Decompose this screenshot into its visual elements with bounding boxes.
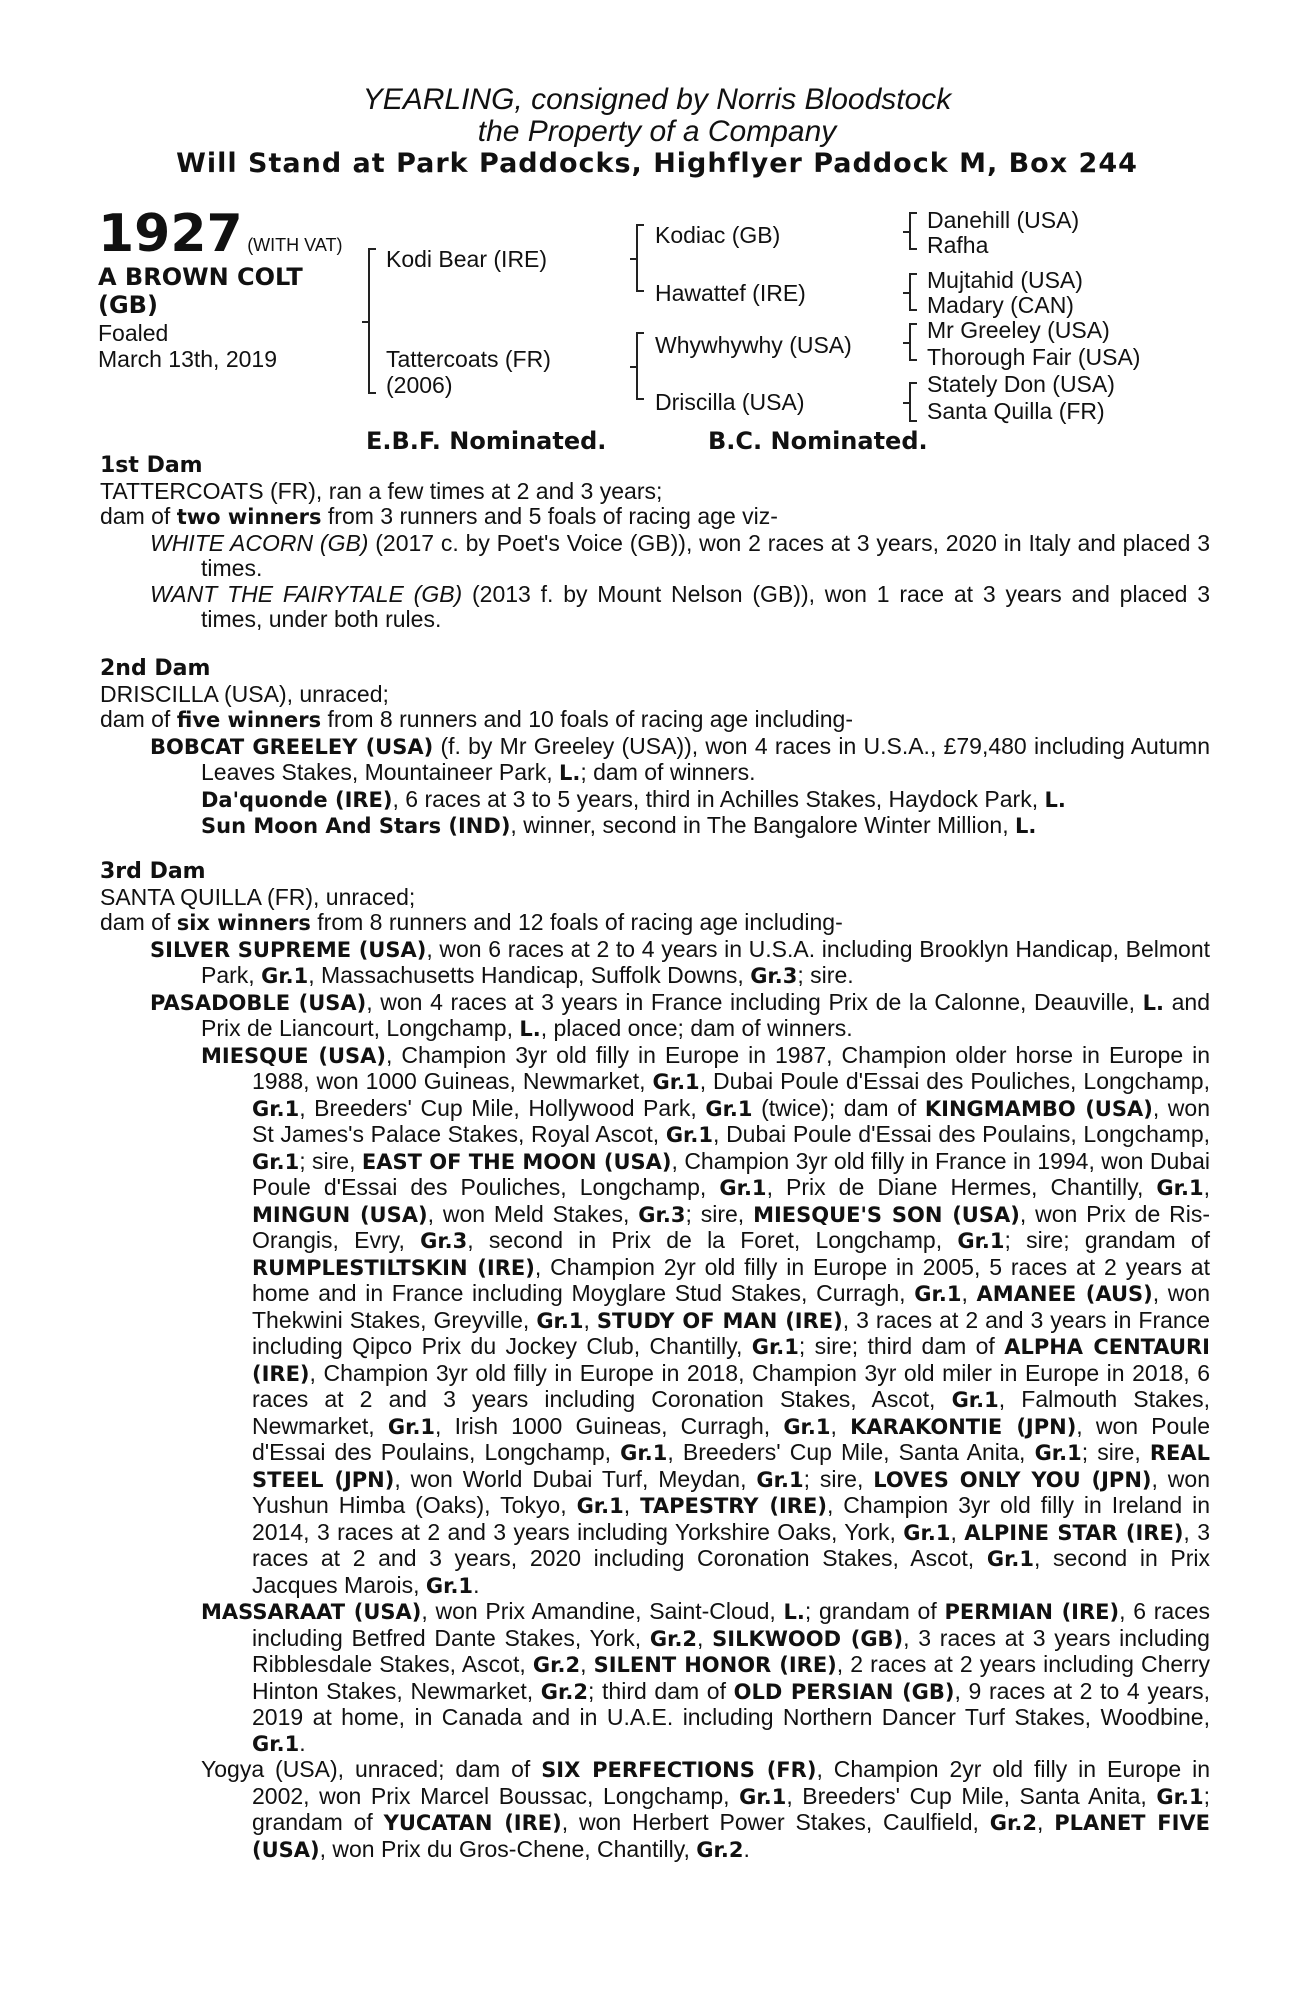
- second-dam-heading: 2nd Dam: [100, 656, 211, 681]
- first-dam-name: TATTERCOATS (FR), ran a few times at 2 and 3 years;: [100, 477, 663, 504]
- third-dam-section: [100, 858, 1210, 1863]
- second-dam-section: [100, 655, 1210, 840]
- property-line: the Property of a Company: [477, 115, 837, 148]
- colt-title: A BROWN COLT: [98, 263, 303, 291]
- second-dam-name: DRISCILLA (USA), unraced;: [100, 680, 389, 707]
- pedigree-dam-year: (2006): [386, 372, 453, 398]
- pedigree-dam-sire: Whywhywhy (USA): [655, 332, 852, 358]
- pedigree-ddd: Santa Quilla (FR): [927, 398, 1105, 424]
- first-dam-heading: 1st Dam: [100, 453, 203, 478]
- pedigree-dds: Stately Don (USA): [927, 371, 1115, 397]
- third-dam-foal-yogya: Yogya (USA), unraced; dam of SIX PERFECTIONS (FR), Champion 2yr old filly in Europe in 2002, won Prix Marcel Boussac, Longchamp, Gr.1, Breeders' Cup Mile, Santa Anita, Gr.1; grandam of YUCATAN (IRE), won Herbert Power Stakes, Caulfield, Gr.2, PLANET FIVE (USA), won Prix du Gros-Chene, Chantilly, Gr.2.: [201, 1756, 1210, 1862]
- stabling-line: Will Stand at Park Paddocks, Highflyer Paddock M, Box 244: [176, 148, 1138, 179]
- first-dam-foal-2: WANT THE FAIRYTALE (GB) (2013 f. by Mount Nelson (GB)), won 1 race at 3 years and placed 3 times, under both rules.: [150, 580, 1211, 632]
- consignor-line: YEARLING, consigned by Norris Bloodstock: [362, 83, 952, 116]
- second-dam-foal-1: BOBCAT GREELEY (USA) (f. by Mr Greeley (USA)), won 4 races in U.S.A., £79,480 including Autumn Leaves Stakes, Mountaineer Park, L.; dam of winners.: [150, 732, 1210, 785]
- pedigree-brace-gen1-tip: [362, 321, 370, 323]
- lot-heading: [98, 206, 343, 262]
- ebf-nomination: E.B.F. Nominated.: [366, 427, 607, 455]
- pedigree-brace-dam-tip: [630, 366, 638, 368]
- first-dam-record: dam of two winners from 3 runners and 5 foals of racing age viz-: [100, 503, 778, 529]
- pedigree-brace-4-tip: [903, 402, 911, 404]
- pedigree-brace-1-tip: [903, 231, 911, 233]
- first-dam-foal-1: WHITE ACORN (GB) (2017 c. by Poet's Voice (GB)), won 2 races at 3 years, 2020 in Italy and placed 3 times.: [150, 529, 1211, 581]
- pedigree-sire: Kodi Bear (IRE): [386, 246, 548, 272]
- third-dam-foal-pasadoble: PASADOBLE (USA), won 4 races at 3 years in France including Prix de la Calonne, Deauville, L. and Prix de Liancourt, Longchamp, L., placed once; dam of winners.: [150, 988, 1210, 1041]
- pedigree-sire-dam: Hawattef (IRE): [655, 280, 806, 306]
- first-dam-section: [100, 452, 1210, 633]
- pedigree-brace-2-tip: [903, 292, 911, 294]
- third-dam-foal-massaraat: MASSARAAT (USA), won Prix Amandine, Saint-Cloud, L.; grandam of PERMIAN (IRE), 6 races including Betfred Dante Stakes, York, Gr.2, SILKWOOD (GB), 3 races at 3 years including Ribblesdale Stakes, Ascot, Gr.2, SILENT HONOR (IRE), 2 races at 2 years including Cherry Hinton Stakes, Newmarket, Gr.2; third dam of OLD PERSIAN (GB), 9 races at 2 to 4 years, 2019 at home, in Canada and in U.A.E. including Northern Dancer Turf Stakes, Woodbine, Gr.1.: [201, 1598, 1211, 1756]
- pedigree-sdd: Madary (CAN): [927, 292, 1074, 318]
- foaled-date: March 13th, 2019: [98, 346, 278, 372]
- colt-origin: (GB): [98, 291, 158, 319]
- foaled-label: Foaled: [98, 320, 169, 346]
- second-dam-record: dam of five winners from 8 runners and 10 foals of racing age including-: [100, 706, 853, 732]
- pedigree-dam-dam: Driscilla (USA): [655, 389, 805, 415]
- pedigree-brace-3-tip: [903, 342, 911, 344]
- pedigree-brace-sire-tip: [630, 258, 638, 260]
- pedigree-ssd: Rafha: [927, 232, 989, 258]
- third-dam-foal-silver-supreme: SILVER SUPREME (USA), won 6 races at 2 to 4 years in U.S.A. including Brooklyn Handicap, Belmont Park, Gr.1, Massachusetts Handicap, Suffolk Downs, Gr.3; sire.: [150, 935, 1210, 988]
- second-dam-grandfoal-1: Da'quonde (IRE), 6 races at 3 to 5 years, third in Achilles Stakes, Haydock Park, L.: [201, 785, 1066, 812]
- bc-nomination: B.C. Nominated.: [708, 427, 928, 455]
- third-dam-name: SANTA QUILLA (FR), unraced;: [100, 883, 416, 910]
- pedigree-sss: Danehill (USA): [927, 207, 1080, 233]
- third-dam-foal-miesque: MIESQUE (USA), Champion 3yr old filly in Europe in 1987, Champion older horse in Europe in 1988, won 1000 Guineas, Newmarket, Gr.1, Dubai Poule d'Essai des Pouliches, Longchamp, Gr.1, Breeders' Cup Mile, Hollywood Park, Gr.1 (twice); dam of KINGMAMBO (USA), won St James's Palace Stakes, Royal Ascot, Gr.1, Dubai Poule d'Essai des Poulains, Longchamp, Gr.1; sire, EAST OF THE MOON (USA), Champion 3yr old filly in France in 1994, won Dubai Poule d'Essai des Pouliches, Longchamp, Gr.1, Prix de Diane Hermes, Chantilly, Gr.1, MINGUN (USA), won Meld Stakes, Gr.3; sire, MIESQUE'S SON (USA), won Prix de Ris-Orangis, Evry, Gr.3, second in Prix de la Foret, Longchamp, Gr.1; sire; grandam of RUMPLESTILTSKIN (IRE), Champion 2yr old filly in Europe in 2005, 5 races at 2 years at home and in France including Moyglare Stud Stakes, Curragh, Gr.1, AMANEE (AUS), won Thekwini Stakes, Greyville, Gr.1, STUDY OF MAN (IRE), 3 races at 2 and 3 years in France including Qipco Prix du Jockey Club, Chantilly, Gr.1; sire; third dam of ALPHA CENTAURI (IRE), Champion 3yr old filly in Europe in 2018, Champion 3yr old miler in Europe in 2018, 6 races at 2 and 3 years including Coronation Stakes, Ascot, Gr.1, Falmouth Stakes, Newmarket, Gr.1, Irish 1000 Guineas, Curragh, Gr.1, KARAKONTIE (JPN), won Poule d'Essai des Poulains, Longchamp, Gr.1, Breeders' Cup Mile, Santa Anita, Gr.1; sire, REAL STEEL (JPN), won World Dubai Turf, Meydan, Gr.1; sire, LOVES ONLY YOU (JPN), won Yushun Himba (Oaks), Tokyo, Gr.1, TAPESTRY (IRE), Champion 3yr old filly in Ireland in 2014, 3 races at 2 and 3 years including Yorkshire Oaks, York, Gr.1, ALPINE STAR (IRE), 3 races at 2 and 3 years, 2020 including Coronation Stakes, Ascot, Gr.1, second in Prix Jacques Marois, Gr.1.: [201, 1041, 1211, 1598]
- pedigree-dsd: Thorough Fair (USA): [927, 344, 1141, 370]
- vat-note: (WITH VAT): [247, 235, 343, 255]
- third-dam-heading: 3rd Dam: [100, 859, 206, 884]
- lot-number: 1927: [98, 204, 243, 264]
- pedigree-sire-sire: Kodiac (GB): [655, 222, 781, 248]
- pedigree-sds: Mujtahid (USA): [927, 267, 1083, 293]
- pedigree-dam: Tattercoats (FR): [386, 346, 551, 372]
- pedigree-dss: Mr Greeley (USA): [927, 317, 1110, 343]
- third-dam-record: dam of six winners from 8 runners and 12 foals of racing age including-: [100, 909, 843, 935]
- second-dam-grandfoal-2: Sun Moon And Stars (IND), winner, second in The Bangalore Winter Million, L.: [201, 812, 1037, 838]
